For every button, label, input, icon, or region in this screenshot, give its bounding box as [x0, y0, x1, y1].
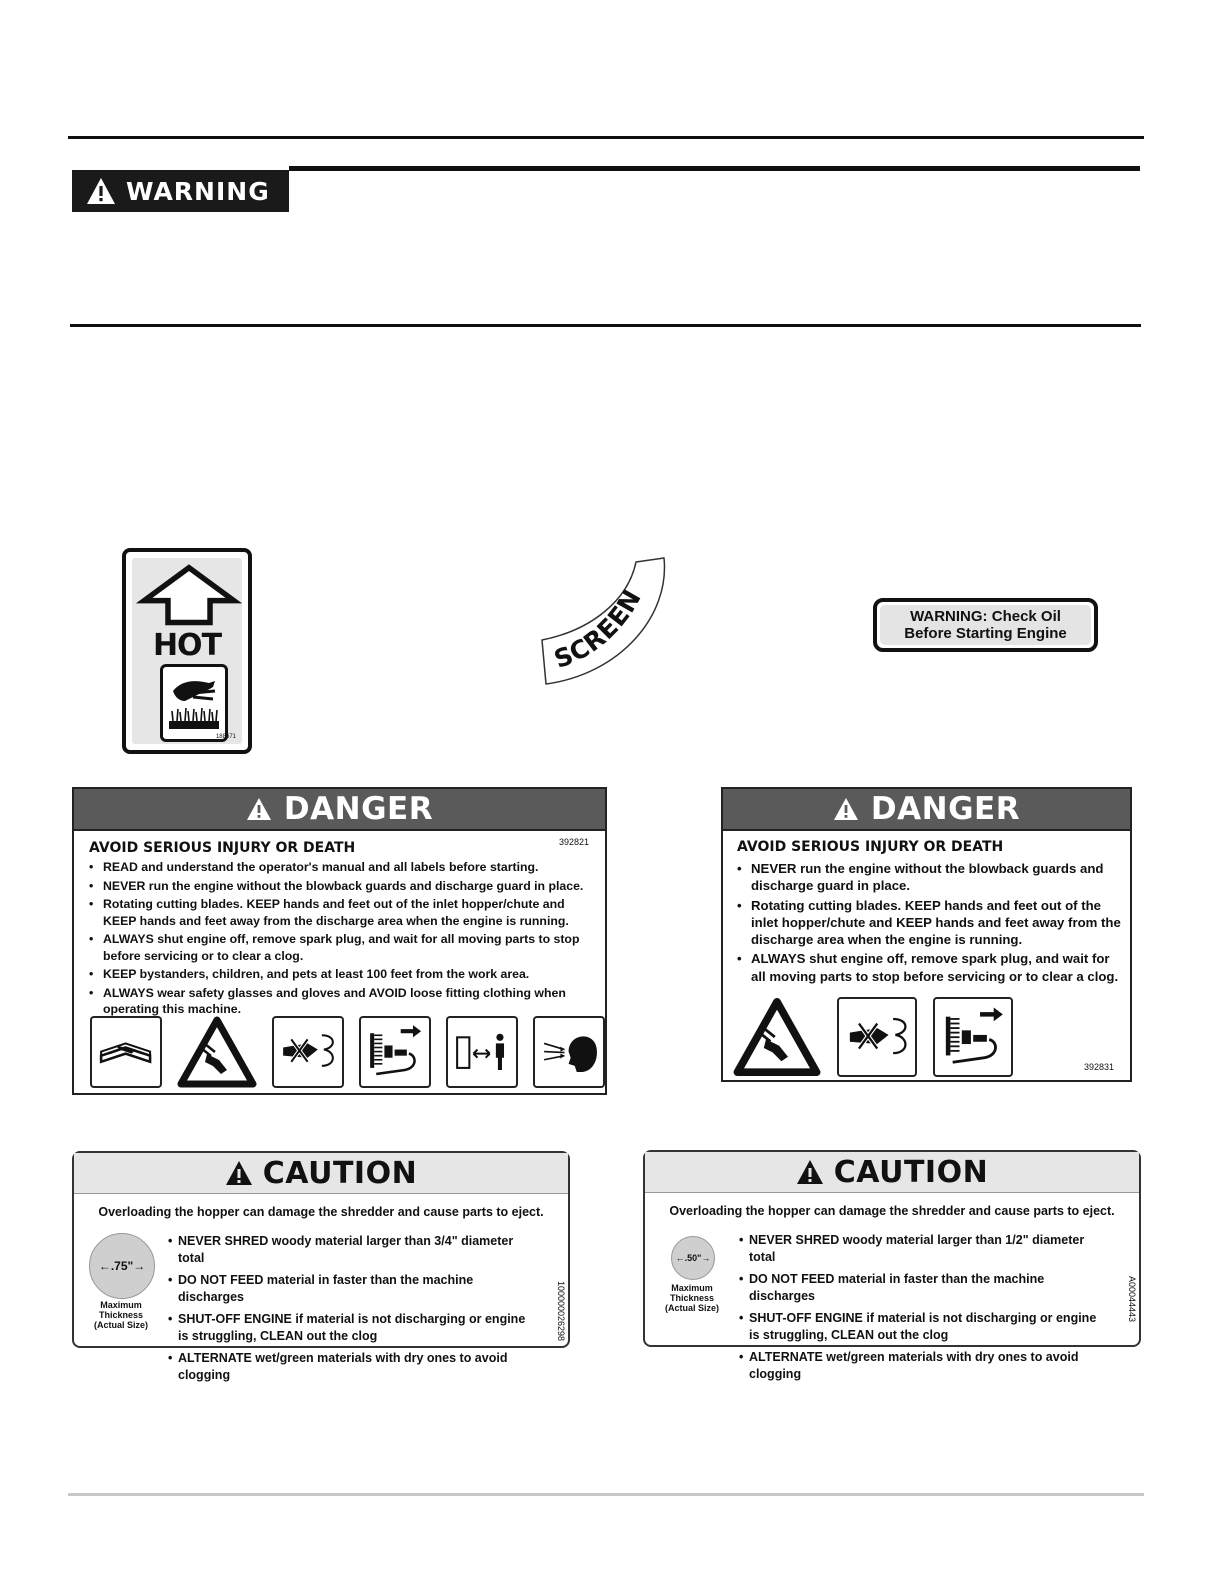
blade-hazard-icon — [733, 997, 821, 1077]
danger-icon-row — [90, 1016, 605, 1088]
caution-intro: Overloading the hopper can damage the shredder and cause parts to eject. — [98, 1205, 544, 1219]
list-item: • Rotating cutting blades. KEEP hands and feet out of the inlet hopper/chute and KEEP hands and feet away from the discharge area when the engine is running. — [89, 896, 594, 929]
danger-title: DANGER — [870, 791, 1021, 827]
list-item: • DO NOT FEED material in faster than the machine discharges — [739, 1271, 1109, 1304]
check-oil-decal — [873, 598, 1098, 652]
hot-decal — [122, 548, 252, 754]
list-item: • Rotating cutting blades. KEEP hands and feet out of the inlet hopper/chute and KEEP hands and feet away from the discharge area when the engine is running. — [737, 897, 1127, 949]
footer-rule — [68, 1493, 1144, 1496]
list-item: • ALTERNATE wet/green materials with dry ones to avoid clogging — [168, 1350, 538, 1383]
thickness-value: .75" — [110, 1259, 134, 1273]
screen-decal — [540, 556, 674, 688]
danger-subtitle: AVOID SERIOUS INJURY OR DEATH — [89, 840, 356, 856]
danger-icon-row — [733, 997, 1013, 1077]
list-item: • NEVER SHRED woody material larger than 1/2" diameter total — [739, 1232, 1109, 1265]
list-item: • ALWAYS shut engine off, remove spark plug, and wait for all moving parts to stop before servicing or to clear a clog. — [89, 931, 594, 964]
list-item: • SHUT-OFF ENGINE if material is not discharging or engine is struggling, CLEAN out the clog — [168, 1311, 538, 1344]
oil-warning-bold: WARNING: — [910, 608, 988, 625]
warning-tag — [72, 170, 289, 212]
caution-number: A00044443 — [1127, 1276, 1137, 1323]
oil-line1: Check Oil — [987, 608, 1061, 625]
eye-protection-icon — [533, 1016, 605, 1088]
danger-list — [737, 860, 1127, 985]
danger-label-right — [721, 787, 1132, 1082]
warning-tag-label: WARNING — [126, 176, 270, 206]
list-item: • ALWAYS shut engine off, remove spark plug, and wait for all moving parts to stop before servicing or to clear a clog. — [737, 950, 1127, 985]
thickness-gauge: ←.75"→ — [89, 1233, 155, 1299]
caution-label-left — [72, 1151, 570, 1382]
list-item: • NEVER run the engine without the blowback guards and discharge guard in place. — [89, 878, 594, 895]
blade-hazard-icon — [177, 1016, 257, 1088]
danger-header — [74, 789, 605, 831]
warning-triangle-icon — [86, 176, 116, 206]
hot-label: HOT — [152, 628, 222, 663]
list-item: • NEVER SHRED woody material larger than 3/4" diameter total — [168, 1233, 538, 1266]
warning-triangle-icon — [833, 797, 859, 821]
danger-number: 392821 — [558, 837, 589, 847]
thickness-gauge: ←.50"→ — [671, 1236, 715, 1280]
burn-hazard-icon — [160, 664, 228, 742]
hand-rotor-icon — [272, 1016, 344, 1088]
danger-header — [723, 789, 1130, 831]
danger-subtitle: AVOID SERIOUS INJURY OR DEATH — [737, 839, 1004, 855]
caution-title: CAUTION — [262, 1155, 418, 1191]
caution-intro: Overloading the hopper can damage the shredder and cause parts to eject. — [669, 1204, 1115, 1218]
caution-label-right — [643, 1150, 1141, 1381]
warning-rule — [289, 166, 1140, 171]
warning-triangle-icon — [246, 797, 272, 821]
list-item: • DO NOT FEED material in faster than the machine discharges — [168, 1272, 538, 1305]
up-arrow-icon — [134, 564, 244, 628]
warning-triangle-icon — [796, 1159, 824, 1185]
caution-list — [168, 1233, 538, 1383]
list-item: • SHUT-OFF ENGINE if material is not discharging or engine is struggling, CLEAN out the clog — [739, 1310, 1109, 1343]
danger-label-left — [72, 787, 607, 1095]
hand-rotor-icon — [837, 997, 917, 1077]
list-item: • KEEP bystanders, children, and pets at least 100 feet from the work area. — [89, 966, 594, 983]
top-rule — [68, 136, 1144, 139]
screen-label: SCREEN — [550, 584, 647, 675]
manual-icon — [90, 1016, 162, 1088]
danger-number: 392831 — [1083, 1062, 1114, 1072]
thickness-label: Maximum Thickness (Actual Size) — [93, 1300, 148, 1330]
list-item: • READ and understand the operator's manual and all labels before starting. — [89, 859, 594, 876]
danger-list — [89, 859, 594, 1018]
thickness-value: .50" — [684, 1253, 702, 1263]
oil-line2: Before Starting Engine — [904, 625, 1067, 642]
spark-plug-icon — [933, 997, 1013, 1077]
thickness-label: Maximum Thickness (Actual Size) — [664, 1283, 719, 1313]
list-item: • NEVER run the engine without the blowback guards and discharge guard in place. — [737, 860, 1127, 895]
warning-triangle-icon — [225, 1160, 253, 1186]
caution-title: CAUTION — [833, 1154, 989, 1190]
spark-plug-icon — [359, 1016, 431, 1088]
caution-list — [739, 1232, 1109, 1382]
hot-decal-number: 188671 — [215, 734, 236, 740]
danger-title: DANGER — [283, 791, 434, 827]
caution-header — [645, 1152, 1139, 1193]
caution-number: 100000026298 — [556, 1281, 566, 1342]
list-item: • ALTERNATE wet/green materials with dry ones to avoid clogging — [739, 1349, 1109, 1382]
warning-bottom-rule — [70, 324, 1141, 327]
bystander-distance-icon — [446, 1016, 518, 1088]
list-item: • ALWAYS wear safety glasses and gloves and AVOID loose fitting clothing when operating this machine. — [89, 985, 594, 1018]
caution-header — [74, 1153, 568, 1194]
